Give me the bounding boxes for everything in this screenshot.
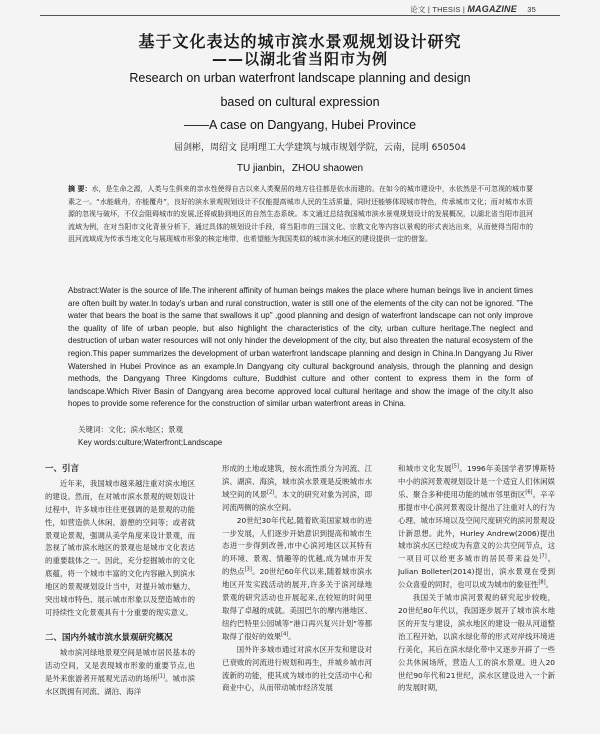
header-divider	[40, 15, 560, 16]
citation: [5]	[451, 463, 459, 470]
english-title-line-2: based on cultural expression	[220, 95, 380, 109]
keywords-english-text: culture;Waterfront;Landscape	[117, 438, 223, 447]
abstract-chinese	[68, 183, 533, 246]
header-magazine: MAGAZINE	[467, 4, 517, 14]
chinese-title: 基于文化表达的城市滨水景观规划设计研究	[138, 32, 462, 51]
paragraph-text: 。	[288, 631, 296, 641]
abstract-chinese-text: 水，是生命之源，人类与生俱来的亲水性使得自古以来人类聚居的地方往往都是依水而建的。在如今的城市建设中，水依然是不可忽视的城市要素之一。“水能载舟，亦能覆舟”，良好的滨水景观规划设计不仅能提高城市人民的生活质量，同时还能够体现城市特色，传承城市文化；而对城市水资源的忽视与破坏，不仅会阻碍城市的发展,还将威胁到地区的自然生态系统。本文通过总结我国城市滨水景观规划设计的发展概况，以湖北省当阳市沮河流域为例，在对当阳市文化背景分析下，通过具体的规划设计手段，将当阳市的三国文化、宗教文化等内容以景观的形式表达出来，从而使得当阳市的沮河流域成为传承当地文化与展现城市形象的核定地带，也希望能为我国类似的城市滨水地区的建设提供一定的借鉴。	[68, 185, 533, 243]
keywords-chinese-label: 关键词：	[78, 425, 108, 434]
paragraph	[398, 463, 555, 592]
paragraph	[45, 647, 195, 699]
page-number: 35	[527, 5, 536, 14]
keywords-english	[78, 438, 222, 447]
abstract-english	[68, 285, 533, 411]
paragraph-text: 近年来，我国城市越来越注重对滨水地区的建设。然而，在对城市滨水景观的规划设计过程中，许多城市往往更强调的是景观的功能性，如营造供人休闲、游憩的空间等；或者就景观论景观，强调从美学角度来设计景观，而忽视了城市滨水地区的景观也是城市文化表达的重要载体之一。因此，充分挖掘城市的文化底蕴，将一个城市丰富的文化内容融入到滨水地区的景观规划设计当中，对提升城市魅力、突出城市特色、展示城市形象以及塑造城市的可持续性文化景观具有十分重要的现实意义。	[45, 478, 195, 617]
paragraph-text: 。1996年美国学者罗博斯特中小的滨河景观规划设计是一个适宜人们休闲娱乐、聚合多种使用功能的城市邻里街区	[398, 464, 555, 499]
abstract-chinese-label: 摘 要：	[68, 185, 92, 193]
chinese-subtitle: ——以湖北省当阳市为例	[211, 50, 388, 68]
running-header: 论文 | THESIS | MAGAZINE 35	[410, 4, 536, 14]
keywords-english-label: Key words:	[78, 438, 118, 447]
citation: [7]	[539, 553, 547, 560]
paragraph	[398, 592, 555, 695]
section-heading-introduction: 一、引言	[45, 464, 80, 474]
paragraph	[45, 478, 195, 620]
paragraph-text: 我国关于城市滨河景观的研究起步较晚，20世纪80年代以，我国逐步展开了城市滨水地区的开发与建设，滨水地区的建设一般从河道整治工程开始，以滨水绿化带的形式对岸线环境进行美化，其后在滨水绿化带中又逐步开辟了一些公共休闲场所，营造人工的滨水景观。进入20世纪90年代和21世纪，滨水区建设进入一个新的发展时期，	[398, 593, 555, 693]
citation: [6]	[525, 489, 533, 496]
english-title-line-1: Research on urban waterfront landscape planning and design	[129, 71, 471, 85]
keywords-chinese-text: 文化；滨水地区；景观	[108, 425, 183, 434]
header-journal: THESIS	[432, 5, 461, 14]
citation: [8]	[538, 579, 546, 586]
citation: [1]	[157, 673, 165, 680]
paragraph-text: 。本文的研究对象为河滨，即河流两侧的滨水空间。	[222, 489, 372, 512]
paragraph	[222, 463, 372, 515]
abstract-english-label: Abstract:	[68, 286, 100, 295]
authors-chinese: 屈剑彬，周绍文 昆明理工大学建筑与城市规划学院，云南，昆明 650504	[173, 143, 467, 153]
citation: [4]	[281, 631, 289, 638]
header-section: 论文	[410, 5, 426, 14]
paragraph-text: 。Julian Bolleter(2014)提出，滨水景观在受到公众喜爱的同时，也可以成为城市的象征性	[398, 554, 555, 590]
abstract-english-text: Water is the source of life.The inherent affinity of human beings makes the place where human beings live in ancient times are often built by water.In today's urban and rural construction, water is still one of the elements of the city can not be ignored. "The water that bears the boat is the same that swallows it up" ,good planning and design of waterfront landscape can not only improve the quality of life of urban people, but also highlight the characteristics of the city, urban culture heritage.The neglect and destruction of urban water resources will not only hinder the development of the city, but also threaten the natural ecosystem of the region.This paper summarizes the development of urban waterfront landscape planning and design in China.In Dangyang Ju River Watershed in Hubei Province as an example.In Dangyang city cultural background analysis, through the planning and design methods, the Dangyang Three Kingdoms culture, Buddhist culture and other content to express them in the form of landscape.Which River Basin of Dangyang area become approved local cultural heritage and show the image of the city.It also hopes to provide some reference for the construction of similar urban waterfront areas in China.	[68, 286, 533, 409]
body-column-1	[45, 463, 195, 731]
authors-english: TU jianbin，ZHOU shaowen	[236, 163, 364, 174]
citation: [3]	[244, 566, 252, 573]
paragraph-text: 。城市滨水区既拥有河流、湖泊、海洋	[45, 673, 195, 696]
paragraph	[222, 644, 372, 696]
paragraph-text: 。20世纪60年代以来,随着城市滨水地区开发实践活动的展开,许多关于滨河绿地景观的研究活动也开展起来,在较短的时间里取得了卓越的成就。美国巴尔的摩内港地区、纽约巴特里公园城等“港口再兴复兴计划”等都取得了很好的效果	[222, 567, 372, 641]
paragraph-text: 形成的土地或建筑，按水流性质分为河流、江滨、湖滨、海滨，城市滨水景观是反映城市水域空间的风景	[222, 464, 372, 499]
section-heading-research-overview: 二、国内外城市滨水景观研究概况	[45, 632, 173, 643]
paragraph-text: 城市滨河绿地景观空间是城市居民基本的活动空间，又是表现城市形象的重要节点,也是外来旅游者开展观光活动的场所	[45, 647, 195, 683]
keywords-chinese	[78, 424, 183, 435]
paragraph-text: 国外许多城市通过对滨水区开发和建设对已衰败的河流进行规划和再生，并城乡城市河流新的功能，使其成为城市的社交活动中心和商业中心，从而带动城市经济发展	[222, 644, 372, 693]
body-column-3	[398, 463, 555, 731]
paragraph	[222, 515, 372, 644]
paragraph-text: 20世纪30年代起,随着欧美国家城市的进一步发展，人们逐步开始意识到提高和城市生态进一步得到改善,市中心滨河地区以其特有的环境、景观、情趣等的优越,成为城市开发的热点	[222, 515, 372, 577]
body-column-2	[222, 463, 372, 731]
citation: [2]	[267, 489, 275, 496]
paragraph-text: 。	[545, 580, 553, 590]
paragraph-text: 和城市文化发展	[398, 464, 452, 473]
english-subtitle: ——A case on Dangyang, Hubei Province	[183, 118, 417, 132]
paragraph-text: 。辛辛那提市中心滨河景观设计提出了注重对人的行为心理、城市环境以及空间尺度研究的滨河景观设计新思想。此外，Hurley Andrew(2006)提出城市滨水区已经成为有意义的公共空间节点，这一项目可以给更多城市的居民带来益处	[398, 489, 555, 564]
